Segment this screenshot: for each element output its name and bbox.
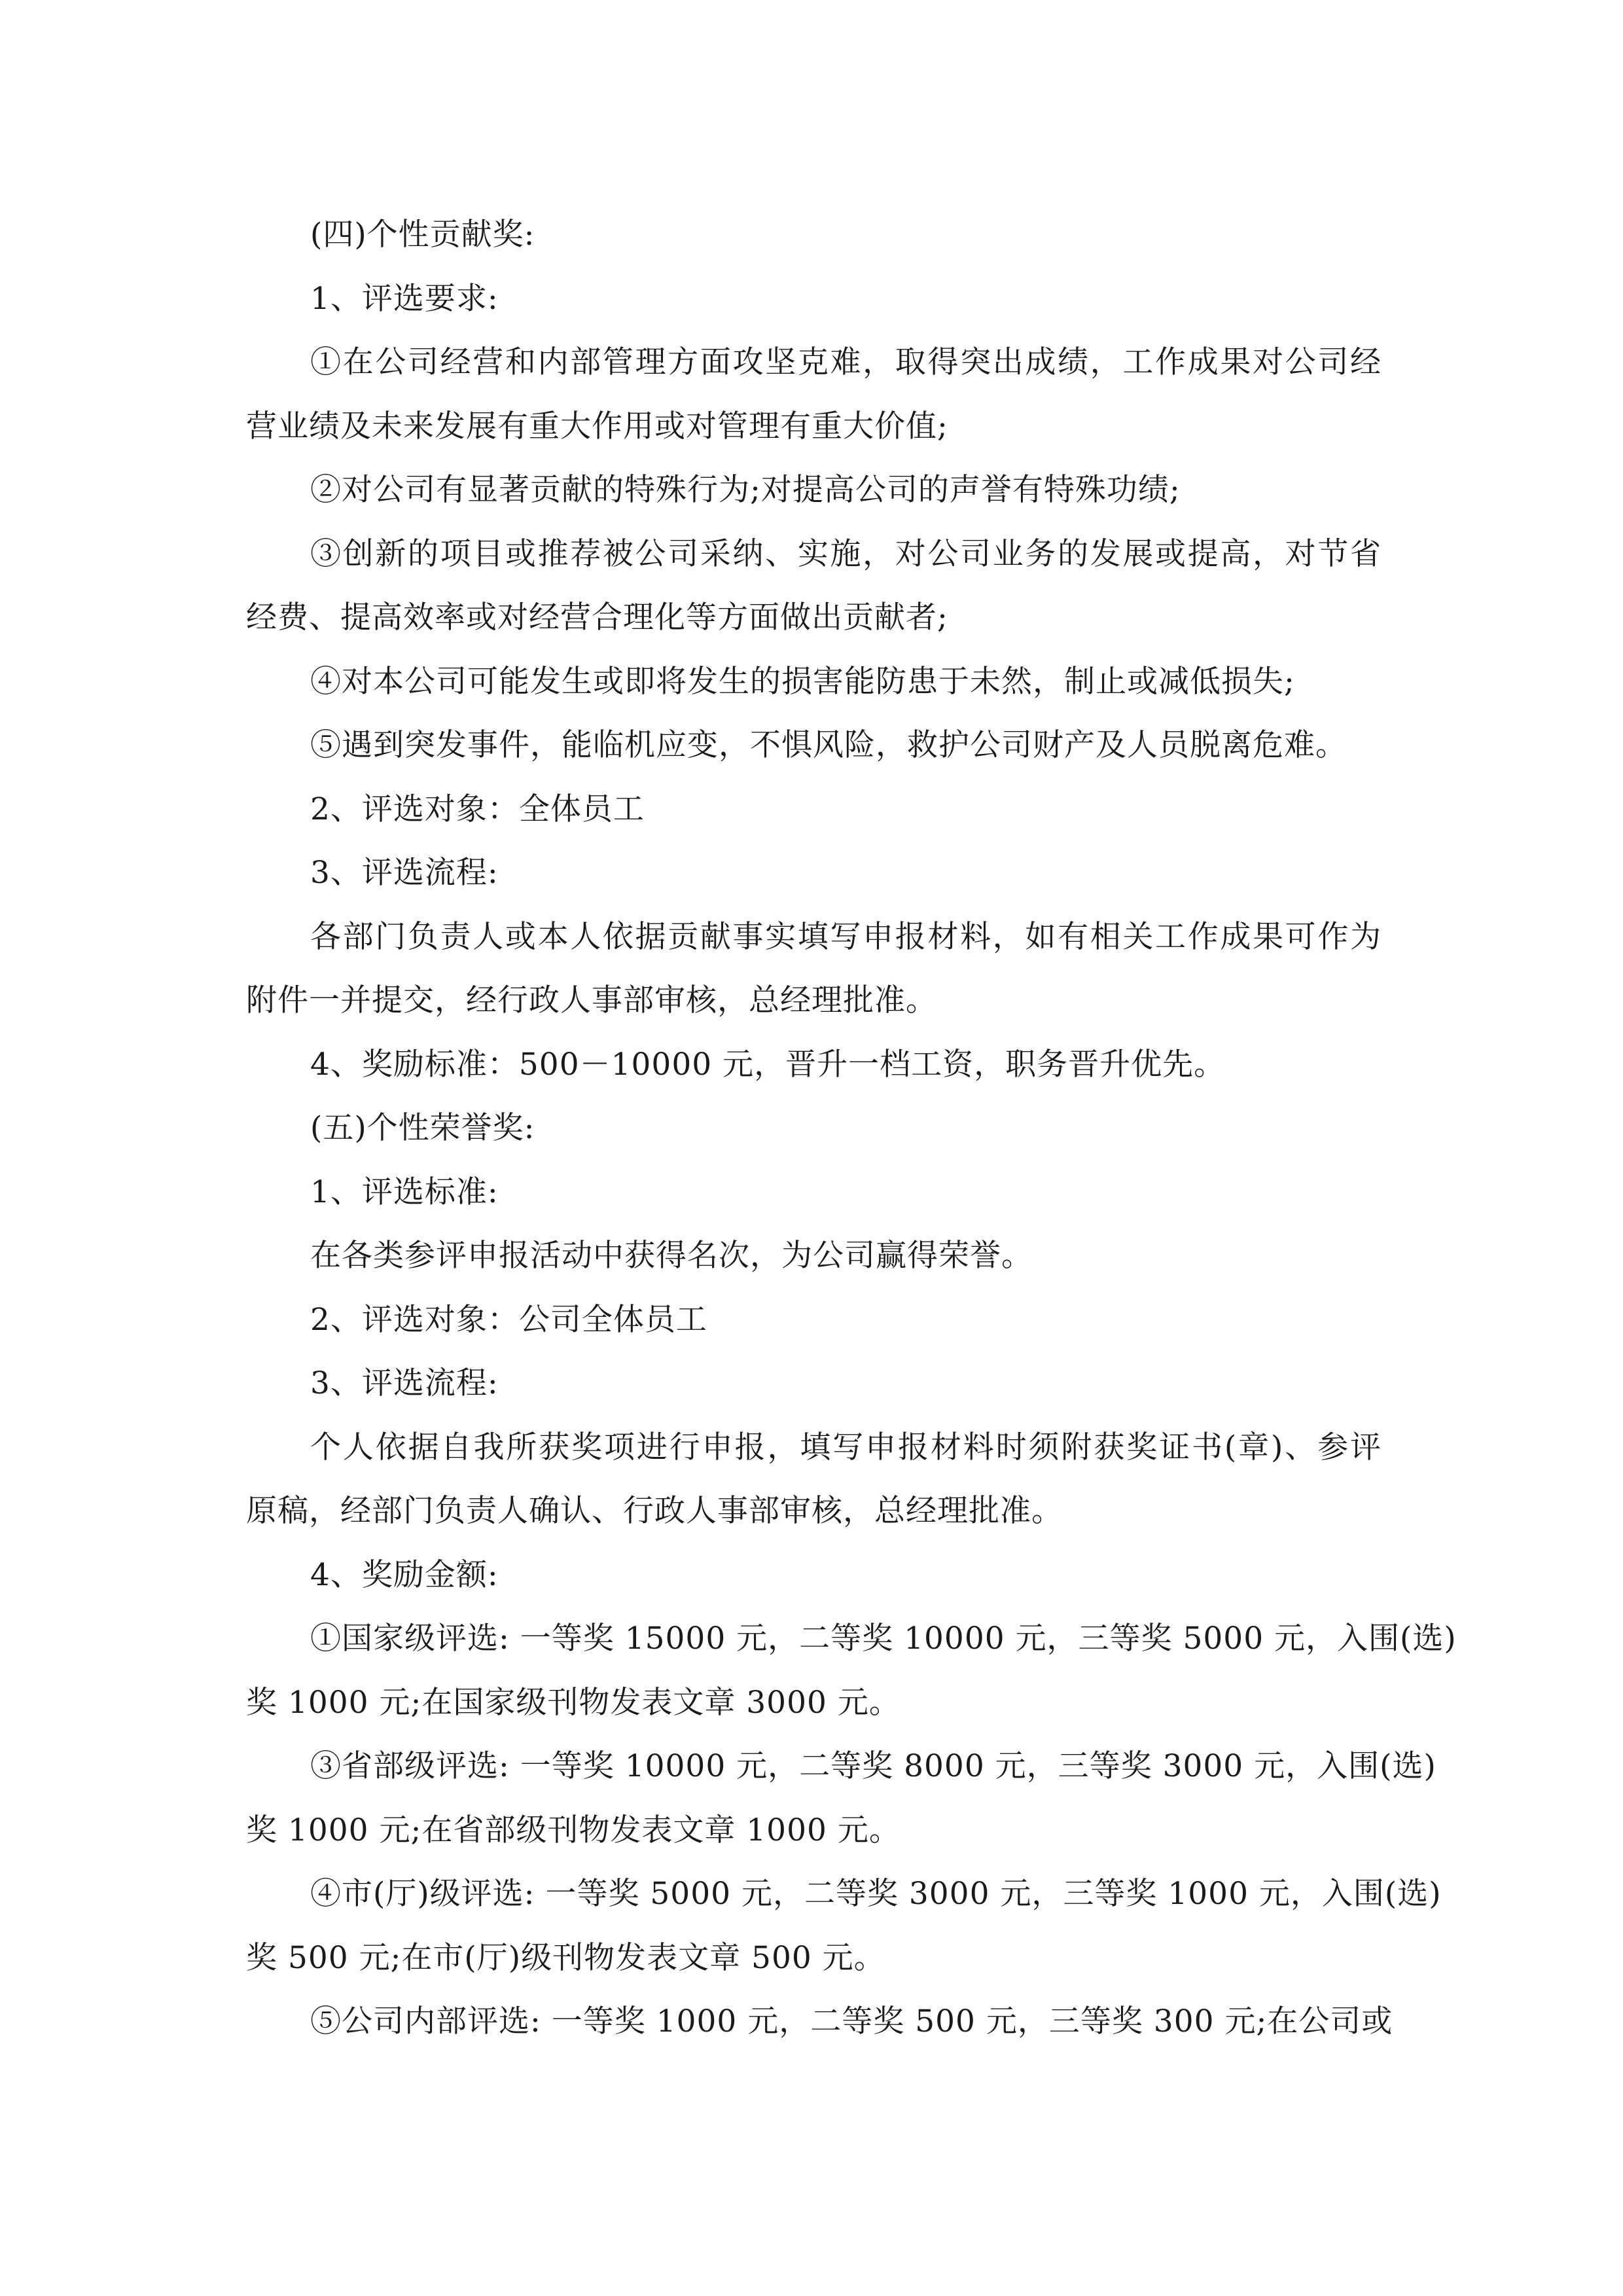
paragraph-line: ②对公司有显著贡献的特殊行为;对提高公司的声誉有特殊功绩; xyxy=(310,472,1181,508)
paragraph-line: 奖 1000 元;在省部级刊物发表文章 1000 元。 xyxy=(246,1812,901,1848)
section-heading-personal-contribution: (四)个性贡献奖: xyxy=(310,217,535,253)
paragraph-line: 奖 1000 元;在国家级刊物发表文章 3000 元。 xyxy=(246,1684,901,1721)
subheading-reward-amount: 4、奖励金额: xyxy=(310,1556,499,1593)
paragraph-line: 各部门负责人或本人依据贡献事实填写申报材料，如有相关工作成果可作为 xyxy=(310,918,1382,955)
paragraph-line: 经费、提高效率或对经营合理化等方面做出贡献者; xyxy=(246,600,948,636)
subheading-reward-standard: 4、奖励标准：500－10000 元，晋升一档工资，职务晋升优先。 xyxy=(310,1046,1226,1083)
subheading-selection-process: 3、评选流程: xyxy=(310,1365,499,1401)
subheading-selection-standard: 1、评选标准: xyxy=(310,1174,499,1210)
paragraph-line: ①国家级评选: 一等奖 15000 元，二等奖 10000 元，三等奖 5000 元，入围(选) xyxy=(310,1621,1457,1657)
paragraph-line: 原稿，经部门负责人确认、行政人事部审核，总经理批准。 xyxy=(246,1493,1063,1529)
paragraph-line: ③创新的项目或推荐被公司采纳、实施，对公司业务的发展或提高，对节省 xyxy=(310,535,1382,572)
paragraph-line: ④市(厅)级评选: 一等奖 5000 元，二等奖 3000 元，三等奖 1000 元，入围(选) xyxy=(310,1876,1442,1912)
paragraph-line: 营业绩及未来发展有重大作用或对管理有重大价值; xyxy=(246,408,948,444)
subheading-selection-requirements: 1、评选要求: xyxy=(310,280,499,317)
paragraph-line: ③省部级评选: 一等奖 10000 元，二等奖 8000 元，三等奖 3000 元，入围(选) xyxy=(310,1748,1436,1784)
paragraph-line: ⑤遇到突发事件，能临机应变，不惧风险，救护公司财产及人员脱离危难。 xyxy=(310,727,1347,763)
document-body xyxy=(246,203,1457,2054)
subheading-selection-target: 2、评选对象：公司全体员工 xyxy=(310,1301,707,1338)
paragraph-line: 个人依据自我所获奖项进行申报，填写申报材料时须附获奖证书(章)、参评 xyxy=(310,1429,1382,1465)
paragraph-line: 附件一并提交，经行政人事部审核，总经理批准。 xyxy=(246,982,937,1018)
paragraph-line: ④对本公司可能发生或即将发生的损害能防患于未然，制止或减低损失; xyxy=(310,663,1295,700)
subheading-selection-process: 3、评选流程: xyxy=(310,855,499,891)
paragraph-line: 在各类参评申报活动中获得名次，为公司赢得荣誉。 xyxy=(310,1238,1033,1274)
subheading-selection-target: 2、评选对象：全体员工 xyxy=(310,791,645,827)
paragraph-line: 奖 500 元;在市(厅)级刊物发表文章 500 元。 xyxy=(246,1939,885,1976)
paragraph-line: ⑤公司内部评选: 一等奖 1000 元，二等奖 500 元，三等奖 300 元;在公司或 xyxy=(310,2003,1393,2039)
paragraph-line: ①在公司经营和内部管理方面攻坚克难，取得突出成绩，工作成果对公司经 xyxy=(310,344,1382,380)
section-heading-personal-honor: (五)个性荣誉奖: xyxy=(310,1110,535,1146)
